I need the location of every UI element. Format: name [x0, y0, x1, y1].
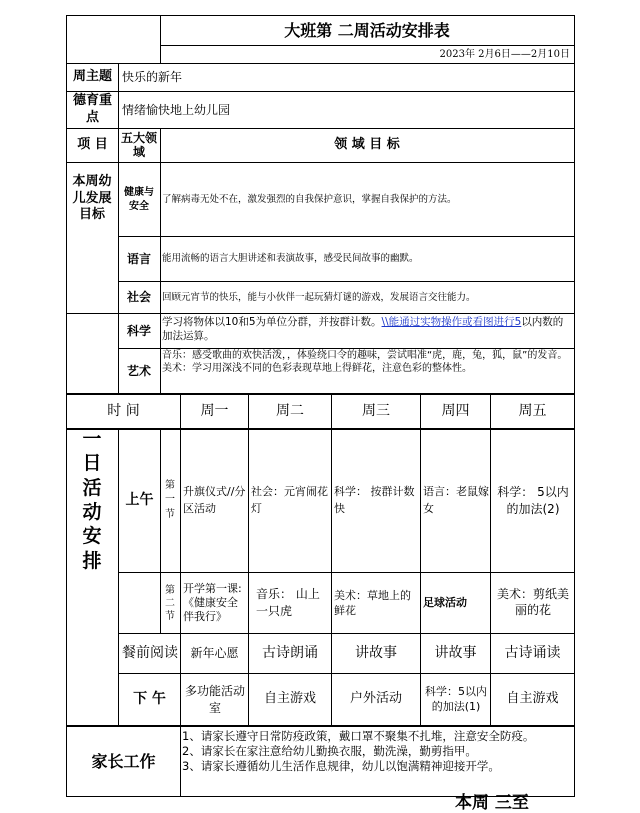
morning-label: 上午 — [125, 491, 154, 508]
period2-mon: 开学第一课:《健康安全伴我行》 — [183, 581, 242, 624]
day-header-tue: 周二 — [276, 402, 304, 419]
parent-item: 3、请家长遵循幼儿生活作息规律，幼儿以饱满精神迎接开学。 — [182, 758, 500, 773]
afternoon-mon: 多功能活动室 — [184, 684, 245, 715]
domain-language: 语言 — [126, 251, 151, 266]
goal-science-text: 学习将物体以10和5为单位分群，并按群计数。 — [162, 316, 382, 328]
domain-health: 健康与安全 — [124, 187, 154, 212]
day-header-thu: 周四 — [441, 402, 470, 419]
parent-item: 1、请家长遵守日常防疫政策，戴口罩不聚集不扎堆，注意安全防疫。 — [182, 729, 535, 743]
col-line — [574, 15, 575, 797]
item-header: 项 目 — [77, 137, 108, 153]
reading-mon: 新年心愿 — [190, 646, 239, 660]
goal-science-text-b: 以内数的加法运算。 — [162, 316, 564, 342]
page-title: 大班第 二周活动安排表 — [284, 21, 450, 40]
period-2-label: 第二节 — [165, 584, 175, 622]
col-line — [180, 726, 181, 797]
col-line — [160, 128, 161, 394]
time-header: 时 间 — [107, 402, 140, 419]
period-1-label: 第一节 — [165, 479, 175, 520]
footer-cut-text: 本周 三至 — [455, 793, 529, 813]
domain-science: 科学 — [126, 323, 151, 338]
col-line — [160, 428, 161, 634]
reading-thu: 讲故事 — [434, 644, 477, 661]
theme-label: 周主题 — [72, 69, 112, 85]
period1-tue: 社会：元宵闹花灯 — [251, 485, 328, 515]
daily-section-label: 一日活动安排 — [82, 428, 102, 572]
date-range: 2023年 2月6日——2月10日 — [439, 49, 570, 60]
parents-items — [182, 729, 572, 774]
domain-social: 社会 — [126, 290, 151, 304]
afternoon-thu: 科学：5以内的加法(1) — [425, 685, 487, 713]
goal-health: 了解病毒无处不在，激发强烈的自我保护意识，掌握自我保护的方法。 — [162, 193, 457, 205]
moral-label: 德育重点 — [72, 93, 112, 125]
parents-label: 家长工作 — [91, 751, 156, 771]
reading-wed: 讲故事 — [355, 644, 397, 661]
goal-science-link[interactable]: \\能通过实物操作或看图进行5 — [381, 316, 522, 328]
col-line — [118, 63, 119, 394]
period2-tue: 音乐： 山上一只虎 — [256, 587, 320, 618]
period1-thu: 语言：老鼠嫁女 — [423, 485, 489, 515]
afternoon-tue: 自主游戏 — [263, 691, 316, 707]
period1-fri: 科学： 5以内的加法(2) — [497, 484, 569, 516]
reading-tue: 古诗朗诵 — [262, 644, 318, 661]
goal-science — [162, 316, 572, 343]
goal-art — [162, 350, 572, 375]
afternoon-wed: 户外活动 — [349, 691, 402, 707]
reading-fri: 古诗诵读 — [504, 644, 561, 661]
goal-language: 能用流畅的语言大胆讲述和表演故事，感受民间故事的幽默。 — [162, 253, 419, 265]
period2-wed: 美术：草地上的鲜花 — [334, 588, 411, 617]
parent-item: 2、请家长在家注意给幼儿勤换衣服，勤洗澡，勤剪指甲。 — [182, 743, 477, 758]
day-header-fri: 周五 — [518, 402, 547, 419]
col-line — [180, 394, 181, 726]
col-line — [420, 394, 421, 726]
row-line — [118, 348, 574, 349]
goal-social: 回顾元宵节的快乐，能与小伙伴一起玩猜灯谜的游戏，发展语言交往能力。 — [162, 291, 476, 303]
afternoon-label: 下 午 — [133, 690, 166, 707]
domain-art: 艺术 — [126, 363, 151, 378]
period1-mon: 升旗仪式//分区活动 — [183, 485, 246, 515]
goals-section-label: 本周幼儿发展目标 — [72, 173, 112, 223]
afternoon-fri: 自主游戏 — [506, 691, 559, 707]
goals-header: 领 域 目 标 — [334, 137, 400, 153]
theme-value: 快乐的新年 — [122, 70, 183, 84]
reading-label: 餐前阅读 — [122, 645, 178, 662]
period1-wed: 科学： 按群计数快 — [334, 485, 415, 515]
goal-art-music: 音乐：感受歌曲的欢快活泼，，体验绕口令的趣味，尝试唱准“虎，鹿，兔，狐，鼠”的发音。 — [162, 350, 568, 361]
day-header-mon: 周一 — [200, 402, 229, 419]
goal-art-painting: 美术：学习用深浅不同的色彩表现草地上得鲜花，注意色彩的整体性。 — [162, 362, 472, 374]
moral-value: 情绪愉快地上幼儿园 — [122, 102, 231, 117]
domain-header: 五大领域 — [120, 130, 157, 159]
day-header-wed: 周三 — [362, 402, 390, 419]
period2-fri: 美术：剪纸美丽的花 — [496, 587, 569, 617]
period2-thu: 足球活动 — [423, 596, 467, 610]
